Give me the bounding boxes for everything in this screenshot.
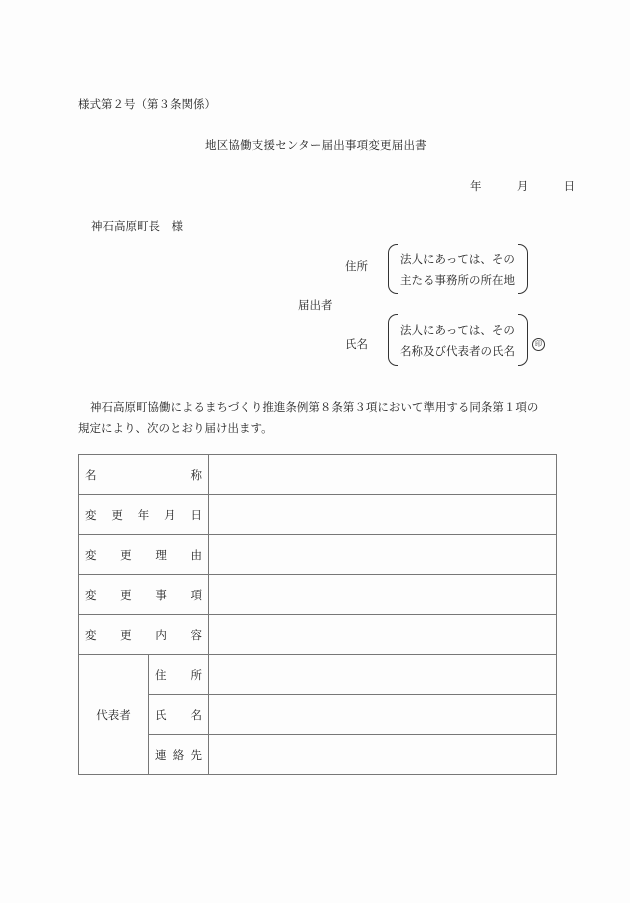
date-day: 日 (563, 179, 576, 193)
table-row-change-reason (79, 535, 557, 575)
representative-label: 代表者 (79, 655, 149, 775)
label-char: 称 (190, 467, 202, 482)
value-cell-name[interactable] (209, 455, 557, 495)
notifier-label: 届出者 (298, 298, 333, 312)
table-row-change-content (79, 615, 557, 655)
value-cell-rep-contact[interactable] (209, 735, 557, 775)
label-char: 事 (155, 587, 167, 602)
value-cell-change-date[interactable] (209, 495, 557, 535)
row-label-change-reason (79, 535, 209, 575)
label-char: 内 (155, 627, 167, 642)
label-char: 変 (85, 507, 97, 522)
table-row-rep-address (79, 655, 557, 695)
details-table (78, 454, 557, 775)
declaration-paragraph: 神石高原町協働によるまちづくり推進条例第８条第３項において準用する同条第１項の 規定により、次のとおり届け出ます。 (78, 400, 539, 435)
label-char: 日 (190, 507, 202, 522)
label-char: 月 (164, 507, 176, 522)
label-char: 先 (190, 747, 202, 762)
label-char: 絡 (172, 747, 185, 762)
value-cell-change-content[interactable] (209, 615, 557, 655)
address-bracket-left (388, 244, 398, 294)
value-cell-rep-address[interactable] (209, 655, 557, 695)
address-note: 法人にあっては、その 主たる事務所の所在地 (400, 252, 515, 287)
row-label-rep-contact (149, 735, 209, 775)
label-char: 変 (85, 627, 97, 642)
date-year: 年 (470, 179, 482, 193)
address-bracket-right (518, 244, 528, 294)
label-char: 住 (155, 667, 167, 682)
label-char: 所 (190, 667, 202, 682)
row-label-name (79, 455, 209, 495)
row-label-rep-name (149, 695, 209, 735)
label-char: 変 (85, 547, 97, 562)
label-char: 理 (155, 547, 167, 562)
name-label: 氏名 (345, 337, 368, 351)
label-char: 更 (120, 627, 132, 642)
label-char: 氏 (155, 707, 167, 722)
label-char: 由 (190, 547, 202, 562)
label-char: 名 (85, 467, 97, 482)
row-label-change-content (79, 615, 209, 655)
value-cell-change-item[interactable] (209, 575, 557, 615)
form-number: 様式第２号（第３条関係） (78, 97, 216, 111)
row-label-change-date (79, 495, 209, 535)
address-label: 住所 (345, 259, 368, 273)
value-cell-rep-name[interactable] (209, 695, 557, 735)
table-row-name (79, 455, 557, 495)
label-char: 年 (137, 507, 150, 522)
name-bracket-right (518, 314, 528, 366)
value-cell-change-reason[interactable] (209, 535, 557, 575)
label-char: 更 (111, 507, 123, 522)
label-char: 名 (190, 707, 202, 722)
label-char: 更 (120, 547, 132, 562)
table-row-rep-contact (79, 735, 557, 775)
date-month: 月 (516, 179, 529, 193)
table-row-rep-name (79, 695, 557, 735)
label-char: 容 (190, 627, 202, 642)
row-label-change-item (79, 575, 209, 615)
label-char: 連 (155, 747, 167, 762)
table-row-change-item (79, 575, 557, 615)
seal-icon: 印 (532, 338, 545, 351)
table-row-change-date (79, 495, 557, 535)
addressee: 神石高原町長 様 (91, 219, 183, 233)
name-bracket-left (388, 314, 398, 366)
label-char: 項 (190, 587, 202, 602)
row-label-rep-address (149, 655, 209, 695)
label-char: 更 (120, 587, 132, 602)
date-line (470, 178, 575, 194)
label-char: 変 (85, 587, 97, 602)
document-title: 地区協働支援センター届出事項変更届出書 (205, 138, 427, 152)
name-note: 法人にあっては、その 名称及び代表者の氏名 (400, 323, 515, 358)
